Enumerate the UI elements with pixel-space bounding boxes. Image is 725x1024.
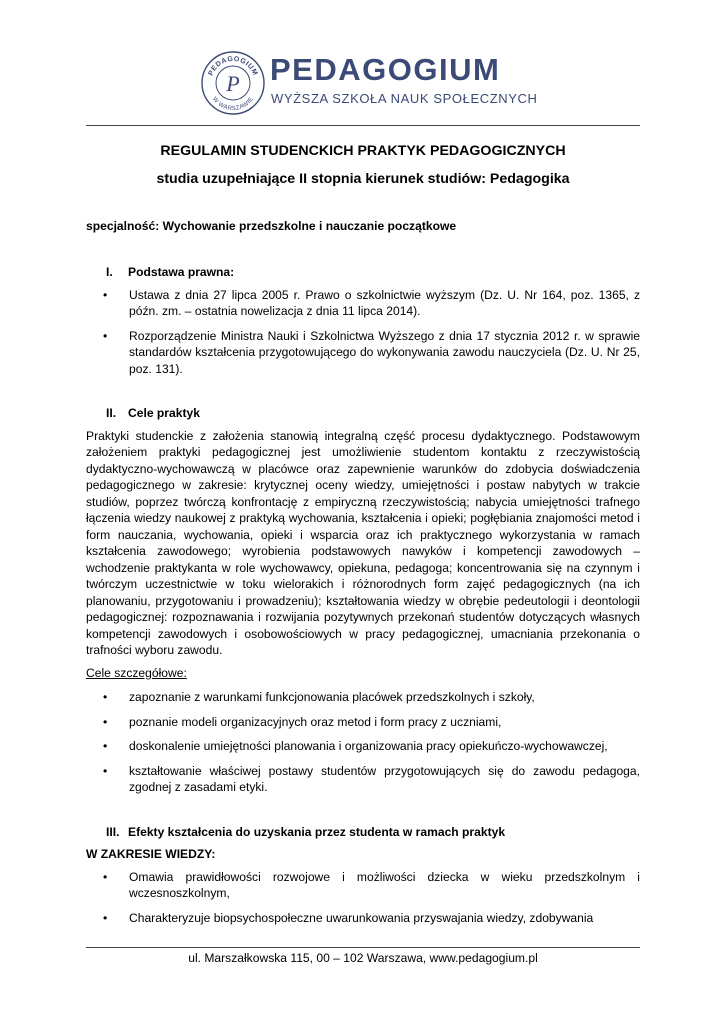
section-heading bbox=[106, 405, 640, 422]
header-divider bbox=[86, 125, 640, 126]
university-seal-icon bbox=[200, 50, 266, 116]
section-heading bbox=[106, 824, 640, 841]
section-title: Efekty kształcenia do uzyskania przez studenta w ramach praktyk bbox=[128, 824, 506, 839]
seal-letter: P bbox=[226, 71, 240, 96]
footer-divider bbox=[86, 947, 640, 948]
list-item: • zapoznanie z warunkami funkcjonowania placówek przedszkolnych i szkoły, bbox=[103, 690, 535, 704]
document-subtitle: studia uzupełniające II stopnia kierunek studiów: Pedagogika bbox=[156, 171, 570, 187]
document-header bbox=[0, 0, 725, 118]
section-heading bbox=[106, 264, 640, 281]
brand-name: PEDAGOGIUM bbox=[270, 52, 501, 87]
list-item: • doskonalenie umiejętności planowania i organizowania pracy opiekuńczo-wychowawczej, bbox=[103, 739, 608, 753]
section-number: I. bbox=[106, 265, 113, 279]
section-title: Podstawa prawna: bbox=[128, 265, 235, 279]
list-item: • Ustawa z dnia 27 lipca 2005 r. Prawo o szkolnictwie wyższym (Dz. U. Nr 164, poz. 1365, z późn. zm. – ostatnia nowelizacja z dnia 11 lipca 2014). bbox=[103, 287, 640, 318]
section-number: III. bbox=[106, 824, 120, 839]
seal-text-bottom: W WARSZAWIE bbox=[210, 96, 256, 113]
list-item: • kształtowanie właściwej postawy studentów przygotowujących się do zawodu pedagoga, zgodnej z zasadami etyki. bbox=[103, 763, 640, 794]
list-item: • Charakteryzuje biopsychospołeczne uwarunkowania przyswajania wiedzy, zdobywania bbox=[103, 910, 594, 925]
seal-text-top: PEDAGOGIUM bbox=[207, 55, 259, 77]
list-item: • Rozporządzenie Ministra Nauki i Szkolnictwa Wyższego z dnia 17 stycznia 2012 r. w sprawie standardów kształcenia przygotowującego do wykonywania zawodu nauczyciela (Dz. U. Nr 25, poz. 131). bbox=[103, 328, 640, 376]
footer-address: ul. Marszałkowska 115, 00 – 102 Warszawa, www.pedagogium.pl bbox=[188, 951, 538, 965]
brand-subtitle: WYŻSZA SZKOŁA NAUK SPOŁECZNYCH bbox=[271, 91, 538, 106]
list-item: • poznanie modeli organizacyjnych oraz metod i form pracy z uczniami, bbox=[103, 714, 502, 729]
document-title: REGULAMIN STUDENCKICH PRAKTYK PEDAGOGICZNYCH bbox=[160, 143, 566, 159]
paragraph: Praktyki studenckie z założenia stanowią integralną część procesu dydaktycznego. Podstawowym założeniem praktyki pedagogicznej jest umożliwienie studentom kontaktu z rzeczywistością dydaktyczno-wychowawczą w placówce oraz zapewnienie warunków do zdobycia doświadczenia pedagogicznego w zakresie: krytycznej oceny wiedzy, umiejętności i postaw nabytych w trakcie studiów, poprzez twórczą konfrontację z empiryczną rzeczywistością; nabycia umiejętności trafnego łączenia wiedzy naukowej z praktyką wychowania, kształcenia i opieki; pogłębiania znajomości metod i form nauczania, wychowania, opieki i wsparcia oraz ich praktycznego wykorzystania w ramach kształcenia zawodowego; wyrobienia podstawowych nawyków i kompetencji zawodowych – wchodzenie praktykanta w role wychowawcy, opiekuna, pedagoga; koncentrowania się na czynnym i twórczym uczestnictwie w toku wielorakich i różnorodnych form zajęć pedagogicznych (na ich planowaniu, przygotowaniu i prowadzeniu); kształtowania wiedzy w obrębie pedeutologii i deontologii pedagogicznej: rozpoznawania i rozwijania pozytywnych przekonań studentów dotyczących własnych kompetencji zawodowych i osobowościowych w pracy pedagogicznej, umacniania przekonania o trafności wyboru zawodu. bbox=[86, 428, 640, 657]
subheading: W ZAKRESIE WIEDZY: bbox=[86, 847, 216, 861]
specialization: specjalność: Wychowanie przedszkolne i nauczanie początkowe bbox=[86, 219, 457, 233]
section-title: Cele praktyk bbox=[128, 406, 200, 420]
section-number: II. bbox=[106, 406, 117, 420]
list-item: • Omawia prawidłowości rozwojowe i możliwości dziecka w wieku przedszkolnym i wczesnoszkolnym, bbox=[103, 869, 640, 900]
subheading: Cele szczegółowe: bbox=[86, 665, 187, 680]
document-body bbox=[86, 264, 640, 934]
